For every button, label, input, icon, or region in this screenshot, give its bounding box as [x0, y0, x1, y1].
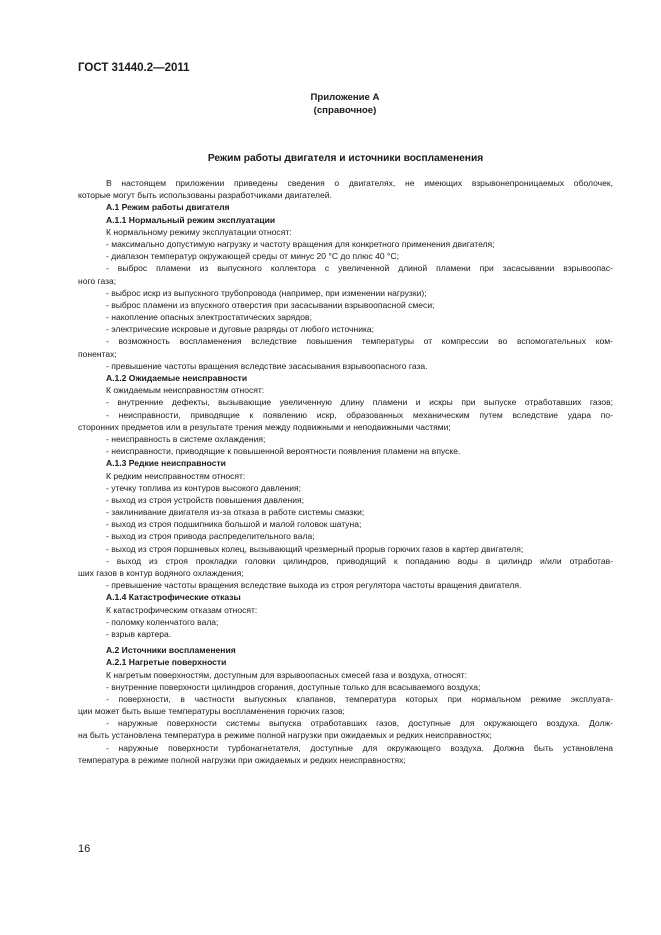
text-line: - выброс пламени из выпускного коллектора с увеличенной длиной пламени при засасывании взрывоопас- — [106, 263, 613, 274]
text-line: - превышение частоты вращения вследствие засасывания взрывоопасного газа. — [106, 360, 428, 371]
text-line: - внутренние дефекты, вызывающие увеличенную длину пламени и искры при выпуске отработавших газов; — [106, 397, 613, 408]
text-line: - поломку коленчатого вала; — [106, 616, 219, 627]
text-line: - внутренние поверхности цилиндров сгорания, доступные только для всасываемого воздуха; — [106, 681, 481, 692]
text-line: на быть установлена температура в режиме полной нагрузки при ожидаемых и редких неисправностях; — [78, 730, 492, 741]
text-line: ших газов в контур водяного охлаждения; — [78, 568, 244, 578]
text-line: К катастрофическим отказам относят: — [106, 604, 258, 615]
text-line: - неисправности, приводящие к появлению искр, образованных механическим путем вследствие удара по- — [106, 409, 613, 420]
text-line: - выход из строя привода распределительного вала; — [106, 531, 315, 542]
text-line: понентах; — [78, 348, 117, 359]
text-line: - утечку топлива из контуров высокого давления; — [106, 482, 302, 493]
standard-designation: ГОСТ 31440.2—2011 — [78, 62, 190, 74]
text-line: - неисправность в системе охлаждения; — [106, 433, 266, 444]
text-line: сторонних предметов или в результате трения между подвижными и неподвижными частями; — [78, 421, 451, 432]
text-line: В настоящем приложении приведены сведения о двигателях, не имеющих взрывонепроницаемых оболочек, — [106, 178, 613, 188]
text-line: - выброс искр из выпускного трубопровода (например, при изменении нагрузки); — [106, 287, 427, 298]
section-heading: А.2 Источники воспламенения — [106, 645, 236, 656]
section-heading: А.1.3 Редкие неисправности — [106, 458, 226, 469]
text-line: которые могут быть использованы разработчиками двигателей. — [78, 190, 332, 201]
text-line: - наружные поверхности системы выпуска отработавших газов, доступные для окружающего воздуха. Долж- — [106, 718, 613, 729]
text-line: - заклинивание двигателя из-за отказа в работе системы смазки; — [106, 507, 365, 518]
text-line: - выброс пламени из впускного отверстия при засасывании взрывоопасной смеси; — [106, 299, 435, 310]
body-text — [78, 177, 613, 766]
text-line: К ожидаемым неисправностям относят: — [106, 385, 265, 396]
text-line: ного газа; — [78, 275, 117, 286]
section-heading: А.2.1 Нагретые поверхности — [106, 657, 227, 668]
text-line: К редким неисправностям относят: — [106, 470, 246, 481]
text-line: - максимально допустимую нагрузку и частоту вращения для конкретного применения двигателя; — [106, 238, 495, 249]
page-number: 16 — [78, 843, 91, 855]
text-line: температура в режиме полной нагрузки при ожидаемых и редких неисправностях; — [78, 754, 406, 765]
text-line: - диапазон температур окружающей среды от минус 20 °С до плюс 40 °С; — [106, 251, 400, 262]
section-heading: А.1.1 Нормальный режим эксплуатации — [106, 214, 276, 225]
section-heading: А.1.4 Катастрофические отказы — [106, 592, 241, 603]
section-title: Режим работы двигателя и источники воспламенения — [207, 153, 484, 164]
text-line: - выход из строя устройств повышения давления; — [106, 494, 305, 505]
text-line: - накопление опасных электростатических зарядов; — [106, 312, 312, 323]
text-line: ции может быть выше температуры воспламенения горючих газов; — [78, 706, 345, 717]
section-heading: А.1 Режим работы двигателя — [106, 202, 230, 213]
text-line: - выход из строя поршневых колец, вызывающий чрезмерный прорыв горючих газов в картер двигателя; — [106, 543, 524, 554]
text-line: - поверхности, в частности выпускных клапанов, температура которых при нормальном режиме эксплуата- — [106, 693, 613, 704]
section-heading: А.1.2 Ожидаемые неисправности — [106, 373, 248, 383]
text-line: - превышение частоты вращения вследствие выхода из строя регулятора частоты вращения двигателя. — [106, 580, 522, 591]
annex-label: Приложение А — [310, 92, 380, 103]
text-line: - возможность воспламенения вследствие повышения температуры от компрессии во вспомогательных ком- — [106, 336, 613, 347]
text-line: К нормальному режиму эксплуатации относят: — [106, 226, 292, 237]
text-line: - взрыв картера. — [106, 628, 172, 639]
annex-kind: (справочное) — [313, 105, 377, 116]
text-line: К нагретым поверхностям, доступным для взрывоопасных смесей газа и воздуха, относят: — [106, 669, 468, 680]
annex-heading — [300, 91, 390, 117]
text-line: - выход из строя подшипника большой и малой головок шатуна; — [106, 519, 362, 530]
text-line: - неисправности, приводящие к повышенной вероятности появления пламени на впуске. — [106, 446, 461, 457]
text-line: - выход из строя прокладки головки цилиндров, приводящий к попаданию воды в цилиндр и/или отработав- — [106, 555, 613, 566]
text-line: - электрические искровые и дуговые разряды от любого источника; — [106, 324, 375, 335]
text-line: - наружные поверхности турбонагнетателя, доступные для окружающего воздуха. Должна быть установлена — [106, 742, 613, 753]
